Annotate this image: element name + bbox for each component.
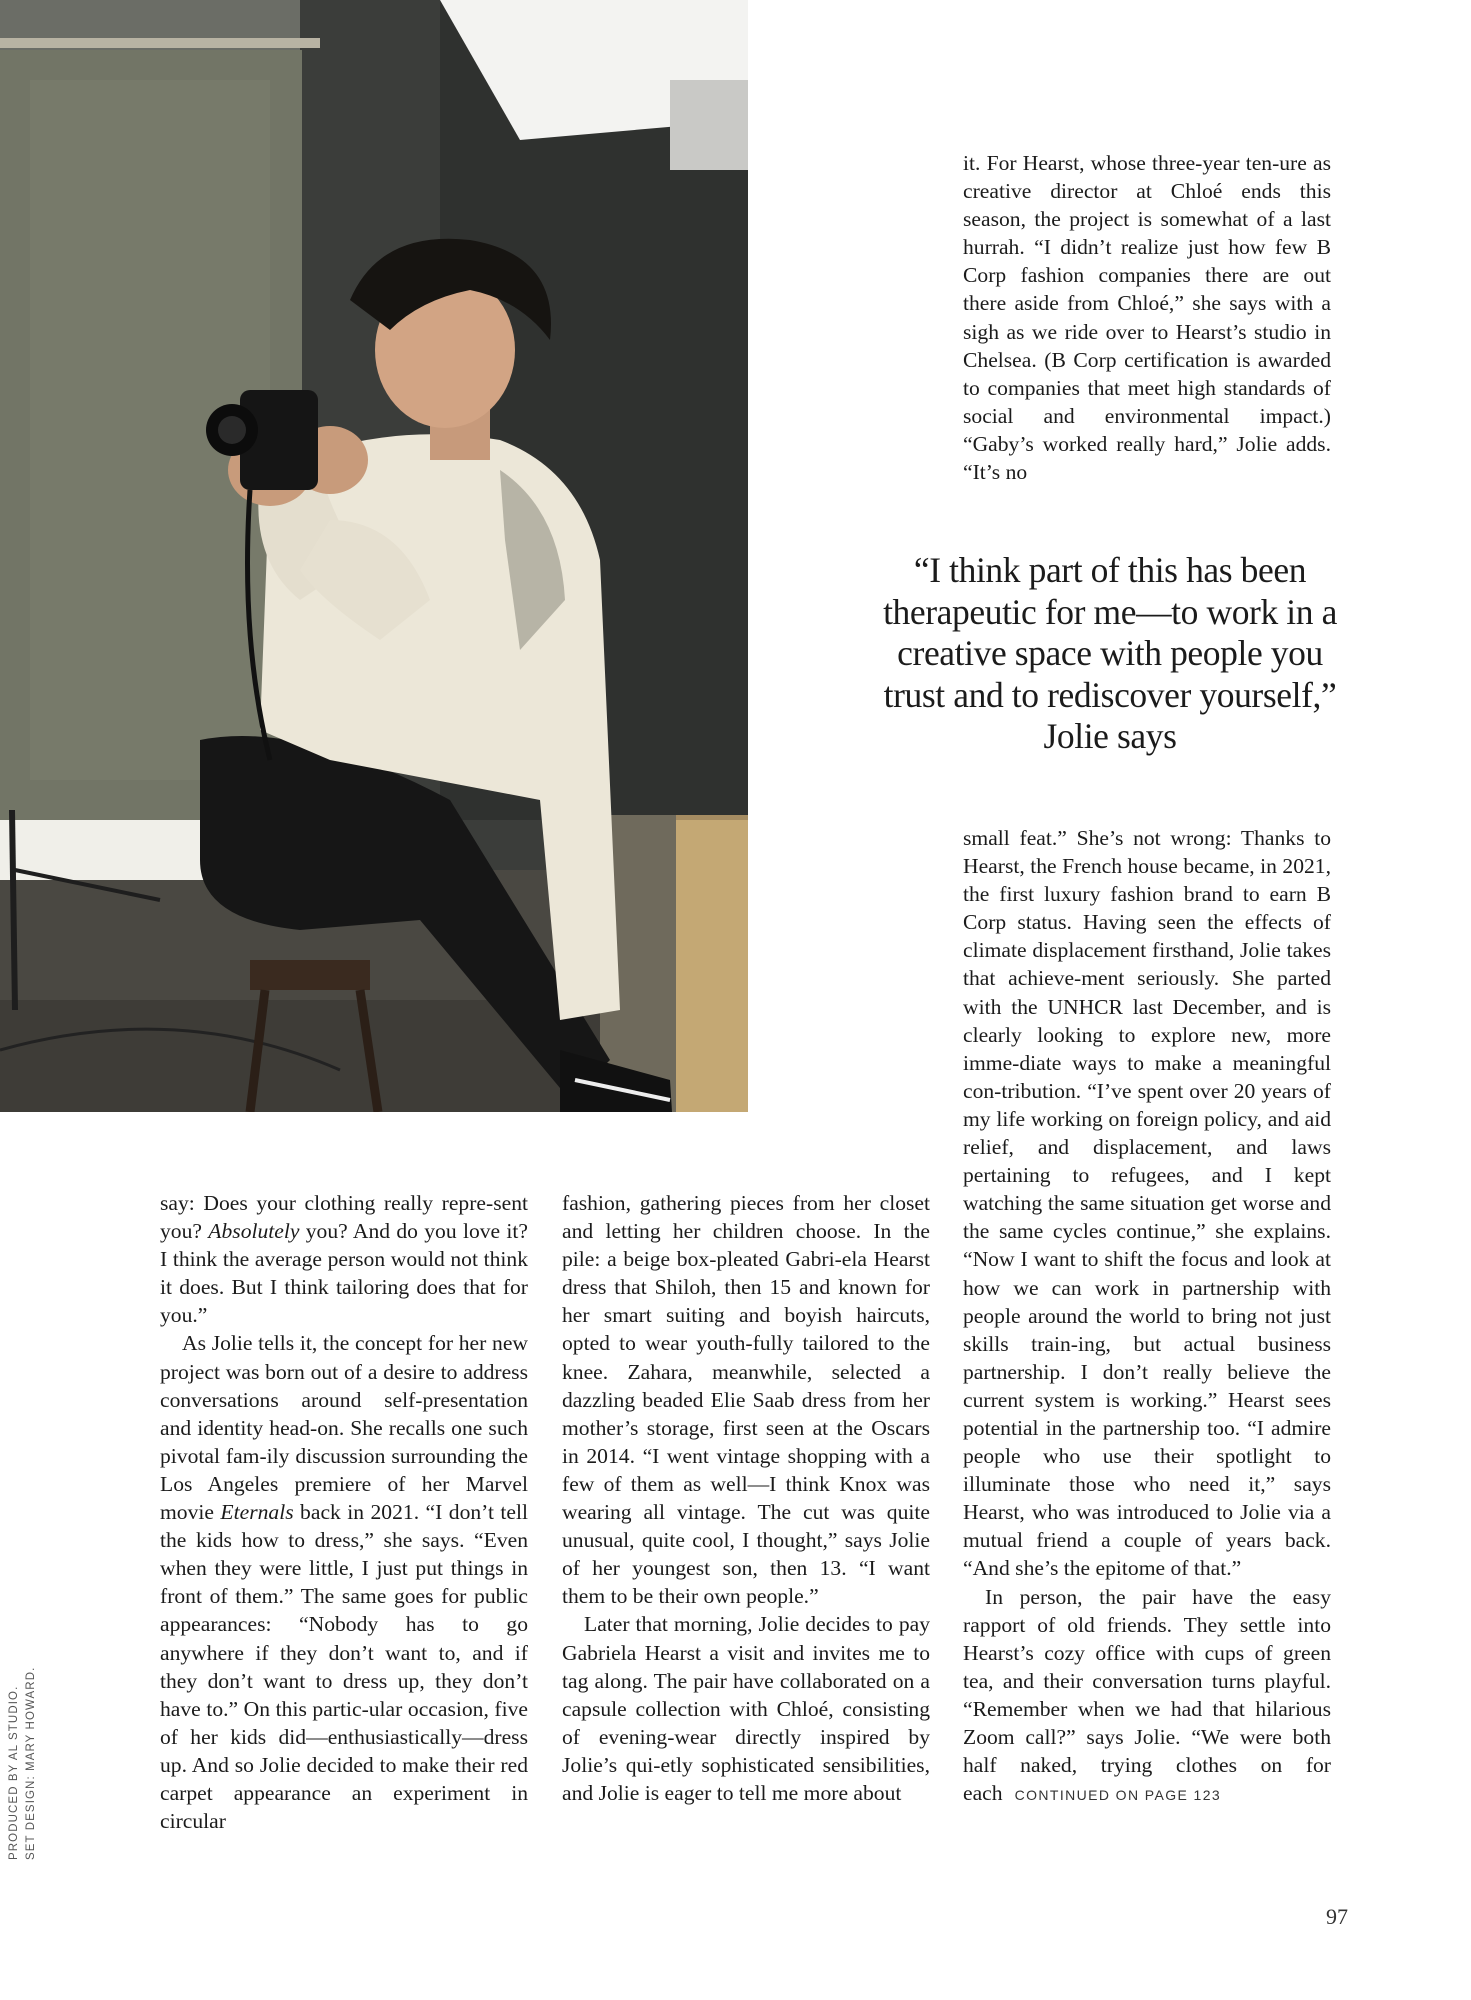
page-number: 97 (1326, 1904, 1348, 1929)
movie-title: Eternals (220, 1500, 294, 1525)
continued-jump: CONTINUED ON PAGE 123 (1014, 1787, 1222, 1804)
article-column-a (160, 1189, 528, 1835)
emphasis: Absolutely (208, 1219, 300, 1244)
paragraph: small feat.” She’s not wrong: Thanks to Hearst, the French house became, in 2021, the first luxury fashion brand to earn B Corp status. Having seen the effects of climate displacement firsthand, Jolie takes that achieve-ment seriously. She parted with the UNHCR last December, and is clearly looking to explore new, more imme-diate ways to make a meaningful con-tribution. “I’ve spent over 20 years of my life working on foreign policy, and aid relief, and displacement, and laws pertaining to refugees, and I kept watching the same situation get worse and the same cycles continue,” she explains. “Now I want to shift the focus and look at how we can work in partnership with people around the world to bring not just skills train-ing, but actual business partnership. I don’t really believe the current system is working.” Hearst sees potential in the partnership too. “I admire people who use their spotlight to illuminate those who need it,” says Hearst, who was introduced to Jolie via a mutual friend a couple of years back. “And she’s the epitome of that.” (963, 826, 1331, 1581)
photographer-photo-illustration (0, 0, 748, 1112)
paragraph: Later that morning, Jolie decides to pay Gabriela Hearst a visit and invites me to tag along. The pair have collaborated on a capsule collection with Chloé, consisting of evening-wear directly inspired by Jolie’s qui-etly sophisticated sensibilities, and Jolie is eager to tell me more about (562, 1612, 930, 1805)
article-column-top (963, 149, 1331, 486)
article-column-b (562, 1189, 930, 1807)
article-column-c (963, 824, 1331, 1809)
paragraph: As Jolie tells it, the concept for her new project was born out of a desire to address conversations around self-presentation and identity head-on. She recalls one such pivotal fam-ily discussion surrounding the Los Angeles premiere of her Marvel movie Eternals back in 2021. “I don’t tell the kids how to dress,” she says. “Even when they were little, I just put things in front of them.” The same goes for public appearances: “Nobody has to go anywhere if they don’t want to, and if they don’t want to dress up, they don’t have to.” On this partic-ular occasion, five of her kids did—enthusiastically—dress up. And so Jolie decided to make their red carpet appearance an experiment in circular (160, 1331, 528, 1834)
paragraph: it. For Hearst, whose three-year ten-ure as creative director at Chloé ends this season, the project is somewhat of a last hurrah. “I didn’t realize just how few B Corp fashion companies there are out there aside from Chloé,” she says with a sigh as we ride over to Hearst’s studio in Chelsea. (B Corp certification is awarded to companies that meet high standards of social and environmental impact.) “Gaby’s worked really hard,” Jolie adds. “It’s no (963, 151, 1331, 485)
credit-line: SET DESIGN: MARY HOWARD. (25, 1666, 37, 1860)
paragraph: In person, the pair have the easy rapport of old friends. They settle into Hearst’s cozy office with cups of green tea, and their conversation turns playful. “Remember when we had that hilarious Zoom call?” says Jolie. “We were both half naked, trying clothes on for each CONTINUED ON PAGE 123 (963, 1584, 1331, 1806)
feature-photo (0, 0, 748, 1112)
pull-quote: “I think part of this has been therapeutic for me—to work in a creative space with people you trust and to rediscover yourself,” Jolie says (883, 550, 1337, 756)
paragraph: fashion, gathering pieces from her closet and letting her children choose. In the pile: a beige box-pleated Gabri-ela Hearst dress that Shiloh, then 15 and known for her smart suiting and boyish haircuts, opted to wear youth-fully tailored to the knee. Zahara, meanwhile, selected a dazzling beaded Elie Saab dress from her mother’s storage, first seen at the Oscars in 2014. “I went vintage shopping with a few of them as well—I think Knox was wearing all vintage. The cut was quite unusual, quite cool, I thought,” says Jolie of her youngest son, then 13. “I want them to be their own people.” (562, 1191, 930, 1609)
credit-line: PRODUCED BY AL STUDIO. (8, 1685, 20, 1860)
paragraph: say: Does your clothing really repre-sent you? Absolutely you? And do you love it? I think the average person would not think it does. But I think tailoring does that for you.” (160, 1191, 529, 1328)
photo-credit (6, 1610, 40, 1860)
